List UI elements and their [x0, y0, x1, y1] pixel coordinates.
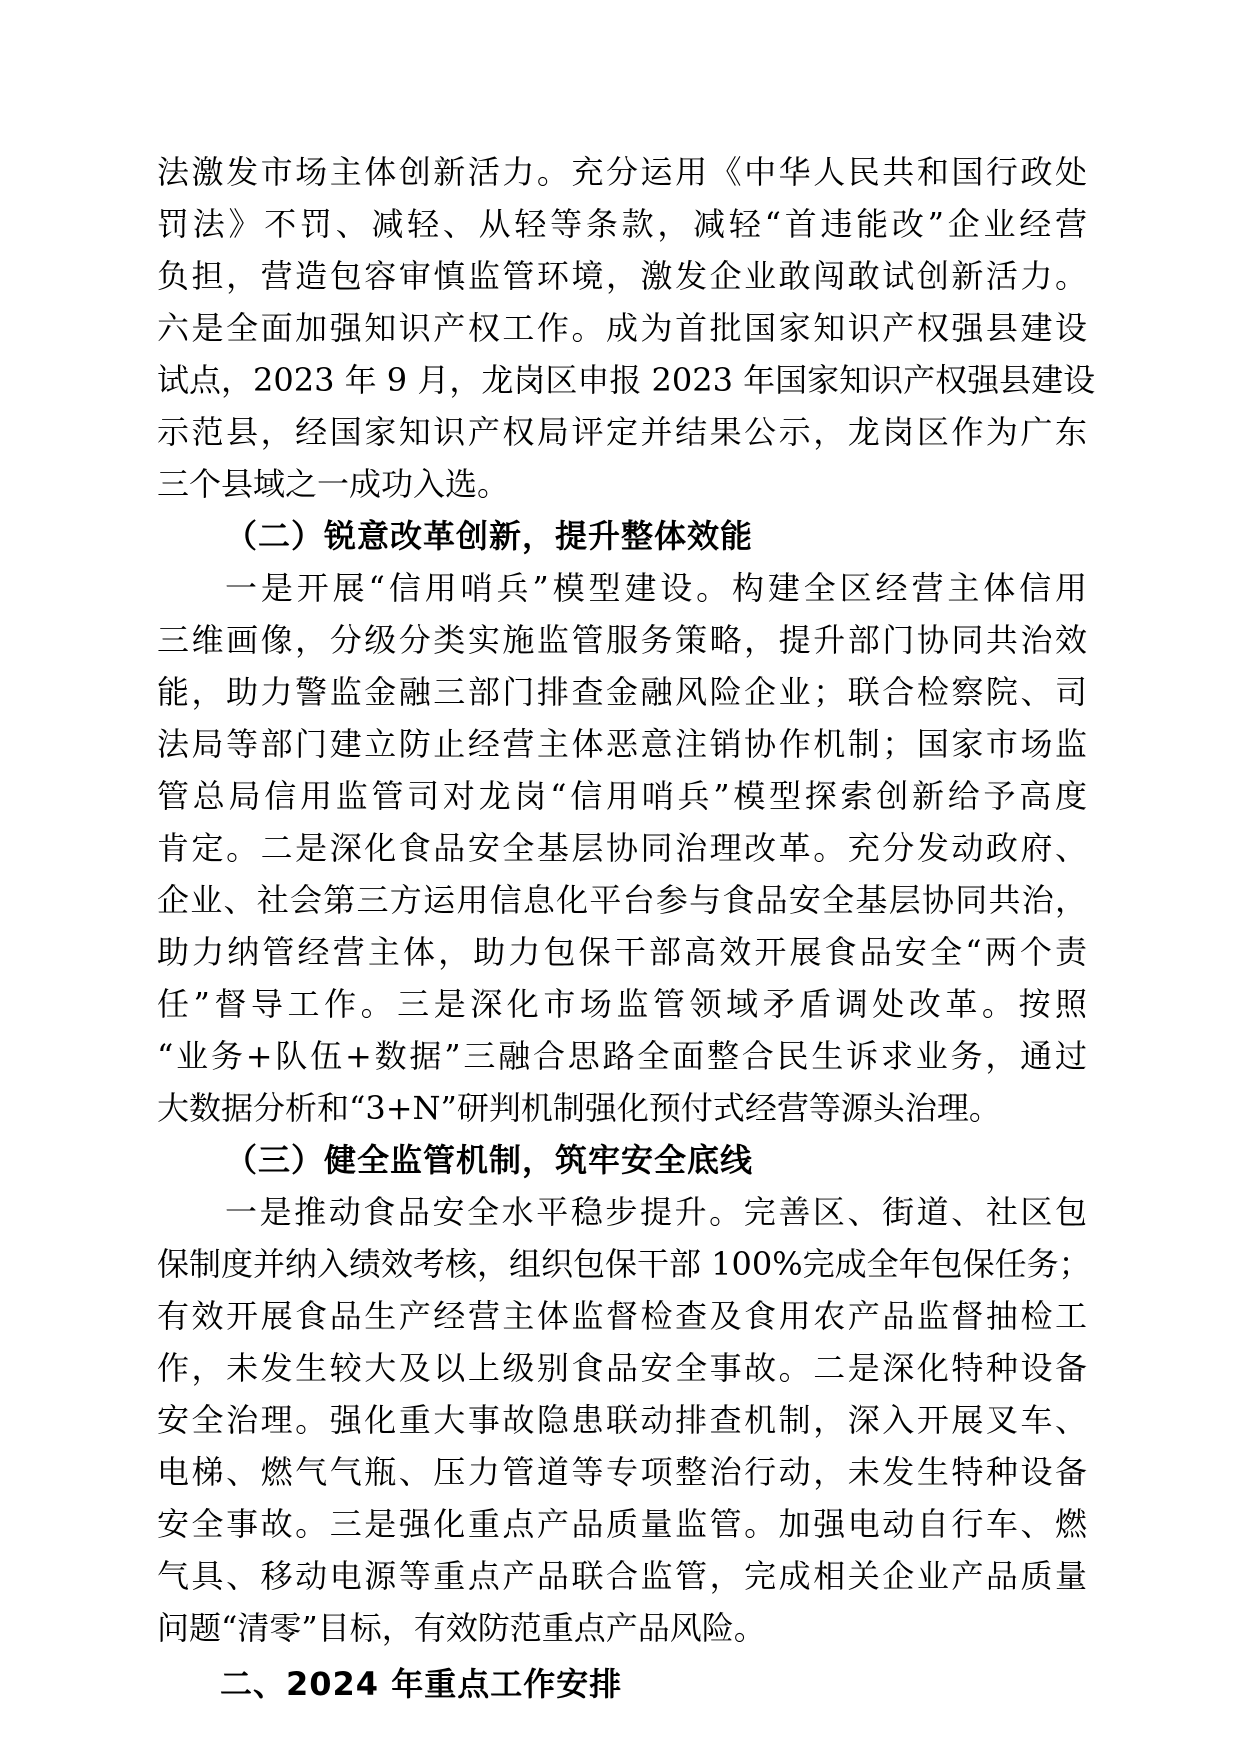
section-heading-2: （二）锐意改革创新，提升整体效能	[225, 517, 754, 555]
paragraph-line: 气具、移动电源等重点产品联合监管，完成相关企业产品质量	[157, 1557, 1087, 1595]
main-heading: 二、2024 年重点工作安排	[220, 1665, 623, 1703]
paragraph-line: 三个县域之一成功入选。	[157, 465, 510, 503]
paragraph-line: 有效开展食品生产经营主体监督检查及食用农产品监督抽检工	[157, 1297, 1087, 1335]
paragraph-line: “业务+队伍+数据”三融合思路全面整合民生诉求业务，通过	[157, 1037, 1087, 1075]
paragraph-line: 大数据分析和“3+N”研判机制强化预付式经营等源头治理。	[157, 1089, 1001, 1127]
paragraph-line: 六是全面加强知识产权工作。成为首批国家知识产权强县建设	[157, 309, 1087, 347]
paragraph-line: 电梯、燃气气瓶、压力管道等专项整治行动，未发生特种设备	[157, 1453, 1087, 1491]
paragraph-line: 三维画像，分级分类实施监管服务策略，提升部门协同共治效	[157, 621, 1087, 659]
paragraph-line: 负担，营造包容审慎监管环境，激发企业敢闯敢试创新活力。	[157, 257, 1087, 295]
paragraph-line: 一是开展“信用哨兵”模型建设。构建全区经营主体信用	[225, 569, 1087, 607]
paragraph-line: 一是推动食品安全水平稳步提升。完善区、街道、社区包	[225, 1193, 1087, 1231]
paragraph-line: 法激发市场主体创新活力。充分运用《中华人民共和国行政处	[157, 153, 1087, 191]
paragraph-line: 安全事故。三是强化重点产品质量监管。加强电动自行车、燃	[157, 1505, 1087, 1543]
paragraph-line: 保制度并纳入绩效考核，组织包保干部 100%完成全年包保任务；	[157, 1245, 1091, 1283]
paragraph-line: 示范县，经国家知识产权局评定并结果公示，龙岗区作为广东	[157, 413, 1087, 451]
paragraph-line: 问题“清零”目标，有效防范重点产品风险。	[157, 1609, 766, 1647]
paragraph-line: 法局等部门建立防止经营主体恶意注销协作机制；国家市场监	[157, 725, 1087, 763]
paragraph-line: 作，未发生较大及以上级别食品安全事故。二是深化特种设备	[157, 1349, 1087, 1387]
paragraph-line: 企业、社会第三方运用信息化平台参与食品安全基层协同共治，	[157, 881, 1087, 919]
paragraph-line: 肯定。二是深化食品安全基层协同治理改革。充分发动政府、	[157, 829, 1087, 867]
paragraph-line: 罚法》不罚、减轻、从轻等条款，减轻“首违能改”企业经营	[157, 205, 1087, 243]
paragraph-line: 管总局信用监管司对龙岗“信用哨兵”模型探索创新给予高度	[157, 777, 1087, 815]
paragraph-line: 试点，2023 年 9 月，龙岗区申报 2023 年国家知识产权强县建设	[157, 361, 1096, 399]
paragraph-line: 安全治理。强化重大事故隐患联动排查机制，深入开展叉车、	[157, 1401, 1087, 1439]
section-heading-3: （三）健全监管机制，筑牢安全底线	[225, 1141, 754, 1179]
paragraph-line: 任”督导工作。三是深化市场监管领域矛盾调处改革。按照	[157, 985, 1087, 1023]
paragraph-line: 助力纳管经营主体，助力包保干部高效开展食品安全“两个责	[157, 933, 1087, 971]
paragraph-line: 能，助力警监金融三部门排查金融风险企业；联合检察院、司	[157, 673, 1087, 711]
